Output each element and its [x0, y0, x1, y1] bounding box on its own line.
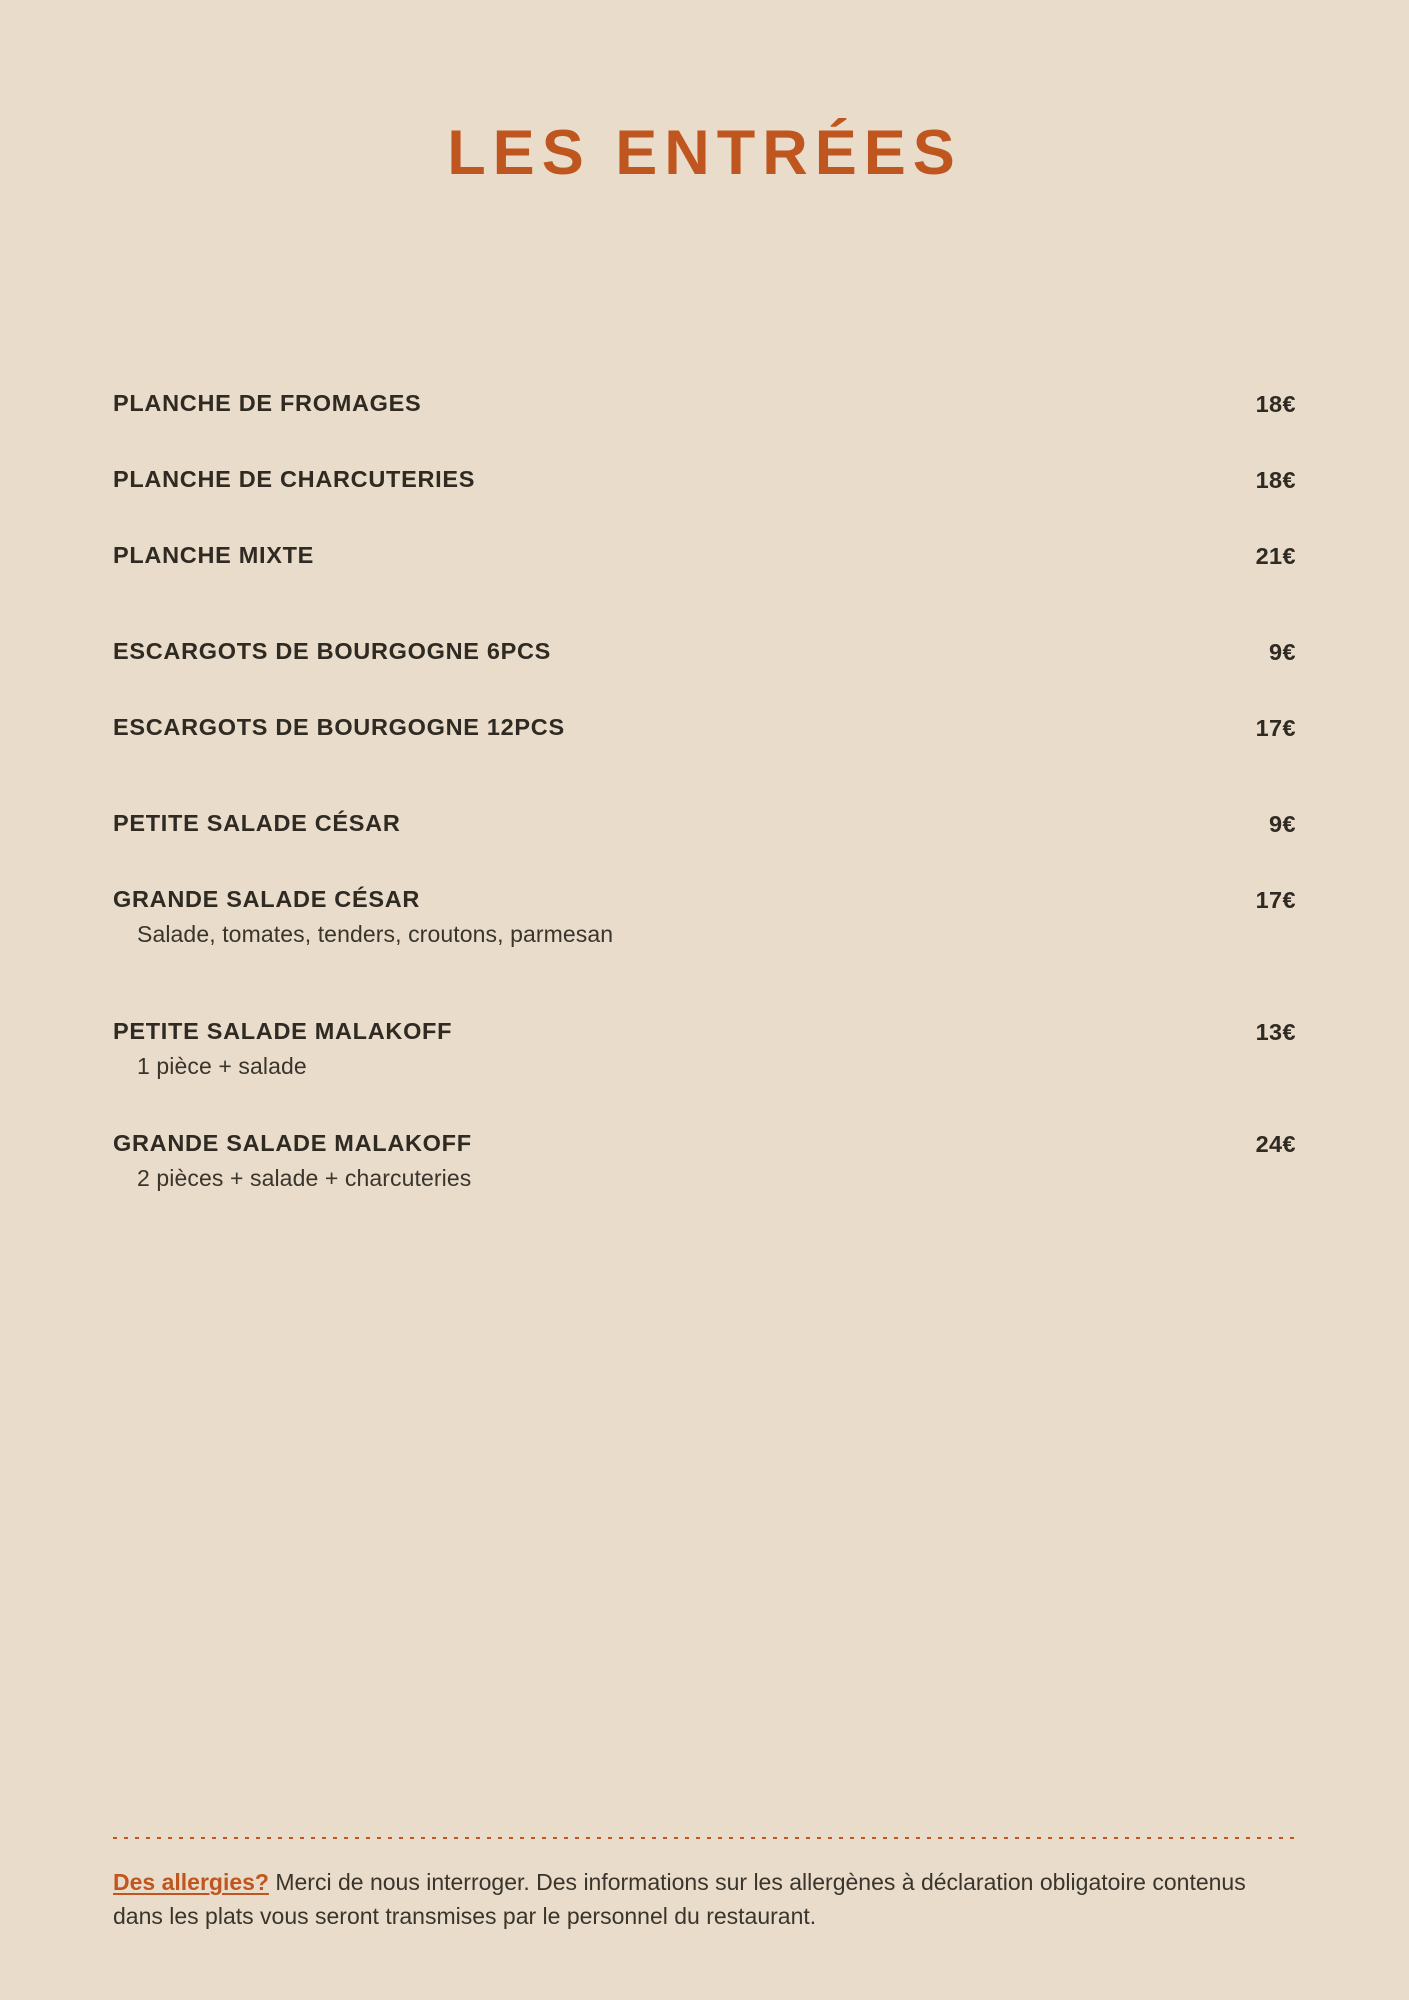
menu-item	[113, 390, 1296, 418]
menu-item-name: PETITE SALADE MALAKOFF	[113, 1017, 453, 1044]
menu-item-price: 21€	[1255, 543, 1296, 569]
menu-item-text	[113, 542, 1236, 569]
menu-group-planches	[113, 390, 1296, 570]
menu-item-name: PLANCHE DE FROMAGES	[113, 390, 422, 416]
menu-item-price: 17€	[1255, 887, 1296, 913]
menu-item-price: 9€	[1269, 639, 1296, 665]
menu-item-price: 24€	[1255, 1130, 1296, 1157]
menu-item-description: 1 pièce + salade	[137, 1052, 307, 1079]
allergy-notice-body: Merci de nous interroger. Des informations sur les allergènes à déclaration obligatoire contenus dans les plats vous seront transmises par le personnel du restaurant.	[113, 1869, 1246, 1929]
footer	[113, 1837, 1296, 1956]
menu-item-text	[113, 810, 1236, 837]
menu-group-escargots	[113, 638, 1296, 742]
menu-item-name: GRANDE SALADE CÉSAR	[113, 886, 421, 912]
menu-item-text	[113, 886, 1236, 950]
allergy-notice-lead: Des allergies?	[113, 1869, 269, 1896]
menu-item-name: ESCARGOTS DE BOURGOGNE 6PCS	[113, 638, 552, 664]
menu-group-salade-malakoff	[113, 1018, 1296, 1194]
menu-item-price: 17€	[1255, 715, 1296, 741]
menu-item-name: PLANCHE MIXTE	[113, 542, 315, 568]
menu-item	[113, 886, 1296, 950]
menu-item-price: 18€	[1255, 391, 1296, 417]
menu-item-price: 9€	[1269, 811, 1296, 837]
menu-item-text	[113, 714, 1236, 741]
footer-divider	[113, 1837, 1296, 1839]
allergy-notice	[113, 1866, 1296, 1933]
menu-item-description: Salade, tomates, tenders, croutons, parmesan	[137, 921, 614, 948]
menu-item	[113, 714, 1296, 742]
menu-item-text	[113, 390, 1236, 417]
page-title: LES ENTRÉES	[447, 118, 962, 188]
menu-item	[113, 810, 1296, 838]
menu-item-description: 2 pièces + salade + charcuteries	[137, 1164, 472, 1191]
menu-item-price: 13€	[1255, 1018, 1296, 1045]
menu-items	[113, 390, 1296, 1194]
menu-item-price: 18€	[1255, 467, 1296, 493]
menu-item-name: GRANDE SALADE MALAKOFF	[113, 1129, 472, 1156]
menu-item-name: ESCARGOTS DE BOURGOGNE 12PCS	[113, 714, 565, 740]
menu-item	[113, 1130, 1296, 1194]
menu-item	[113, 1018, 1296, 1082]
menu-item-text	[113, 1018, 1236, 1082]
menu-group-salade-cesar	[113, 810, 1296, 950]
menu-item-name: PETITE SALADE CÉSAR	[113, 810, 401, 836]
menu-item	[113, 638, 1296, 666]
menu-item-text	[113, 1130, 1236, 1194]
menu-item-text	[113, 466, 1236, 493]
menu-item-name: PLANCHE DE CHARCUTERIES	[113, 466, 476, 492]
menu-item-text	[113, 638, 1236, 665]
menu-item	[113, 542, 1296, 570]
menu-item	[113, 466, 1296, 494]
